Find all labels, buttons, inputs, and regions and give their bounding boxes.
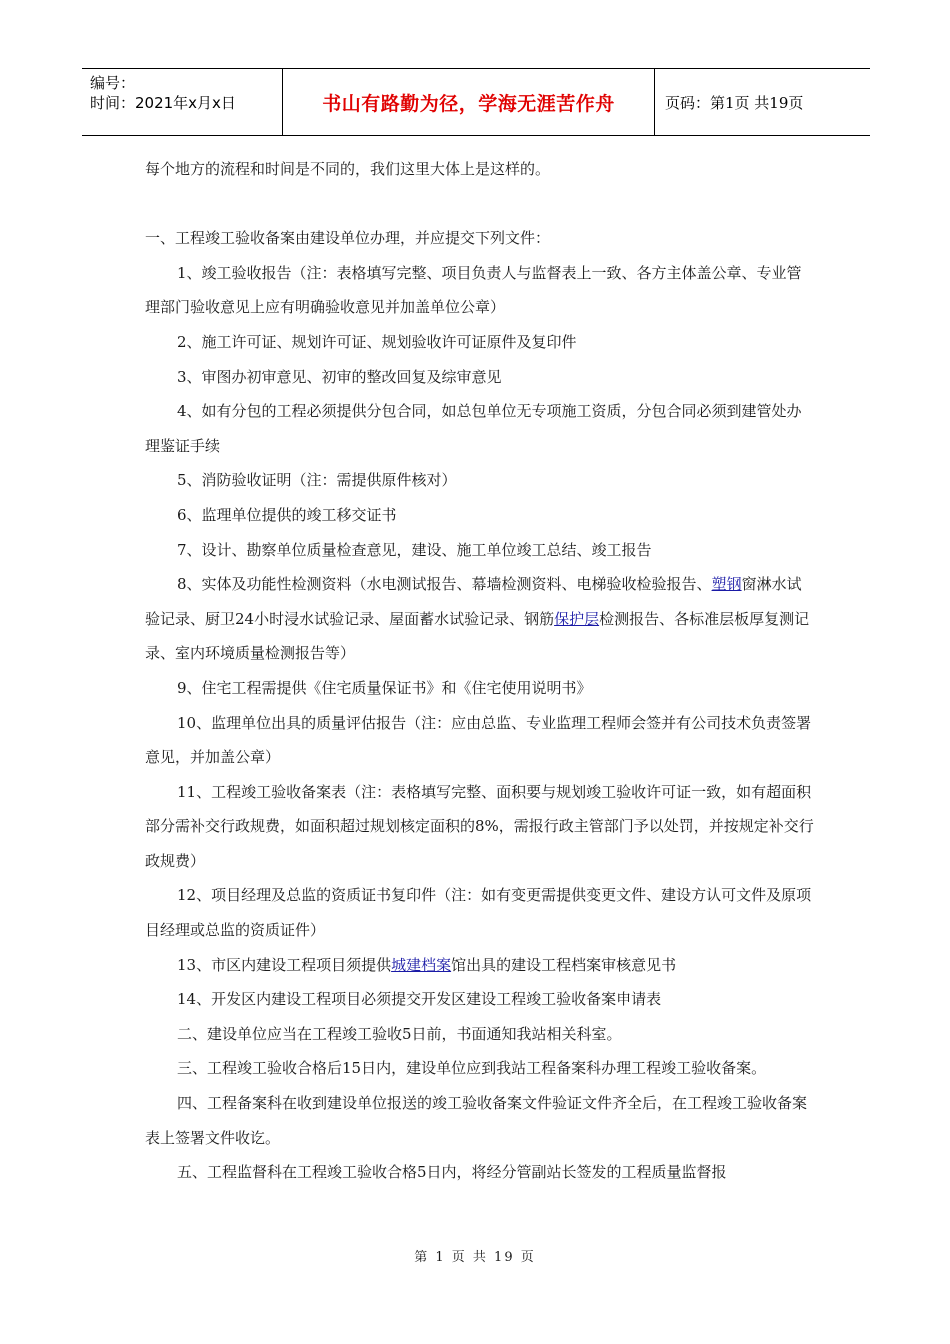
document-header	[82, 68, 870, 136]
item8-text-a: 8、实体及功能性检测资料（水电测试报告、幕墙检测资料、电梯验收检验报告、	[177, 575, 712, 594]
document-body	[145, 152, 815, 1190]
list-item: 10、监理单位出具的质量评估报告（注：应由总监、专业监理工程师会签并有公司技术负责签署意见，并加盖公章）	[145, 713, 812, 767]
section4-paragraph: 四、工程备案科在收到建设单位报送的竣工验收备案文件验证文件齐全后，在工程竣工验收备案表上签署文件收讫。	[145, 1094, 808, 1147]
section2-paragraph: 二、建设单位应当在工程竣工验收5日前，书面通知我站相关科室。	[177, 1024, 622, 1043]
item13-text-a: 13、市区内建设工程项目须提供	[177, 955, 392, 974]
document-number-label: 编号：	[90, 74, 136, 92]
item8-text-b: 窗淋水试验记录、厨卫24小时浸水试验记录、屋面蓄水试验记录、钢筋	[145, 575, 802, 628]
section3-paragraph: 三、工程竣工验收合格后15日内，建设单位应到我站工程备案科办理工程竣工验收备案。	[177, 1059, 767, 1078]
link-urban-archives[interactable]: 城建档案	[391, 955, 452, 974]
list-item: 4、如有分包的工程必须提供分包合同，如总包单位无专项施工资质，分包合同必须到建管处办理鉴证手续	[145, 402, 802, 455]
section1-heading: 一、工程竣工验收备案由建设单位办理，并应提交下列文件：	[145, 229, 551, 248]
list-item: 7、设计、勘察单位质量检查意见，建设、施工单位竣工总结、竣工报告	[177, 540, 652, 559]
list-item: 12、项目经理及总监的资质证书复印件（注：如有变更需提供变更文件、建设方认可文件及原项目经理或总监的资质证件）	[145, 886, 812, 940]
blank-line	[145, 187, 815, 222]
item8-text-c: 检测报告、各标准层板厚复测记录、室内环境质量检测报告等）	[145, 609, 810, 663]
section5-paragraph: 五、工程监督科在工程竣工验收合格5日内，将经分管副站长签发的工程质量监督报	[177, 1163, 727, 1182]
header-meta-cell	[82, 69, 282, 135]
list-item: 5、消防验收证明（注：需提供原件核对）	[177, 471, 457, 490]
document-time-label: 时间：2021年x月x日	[90, 94, 236, 112]
link-plastic-steel[interactable]: 塑钢	[711, 575, 742, 594]
list-item	[145, 948, 815, 983]
link-protective-layer[interactable]: 保护层	[554, 609, 600, 628]
item13-text-b: 馆出具的建设工程档案审核意见书	[451, 955, 677, 974]
list-item: 2、施工许可证、规划许可证、规划验收许可证原件及复印件	[177, 332, 577, 351]
list-item: 9、住宅工程需提供《住宅质量保证书》和《住宅使用说明书》	[177, 678, 592, 697]
list-item: 6、监理单位提供的竣工移交证书	[177, 505, 397, 524]
list-item: 14、开发区内建设工程项目必须提交开发区建设工程竣工验收备案申请表	[177, 990, 662, 1009]
header-motto: 书山有路勤为径，学海无涯苦作舟	[282, 69, 655, 135]
list-item	[145, 567, 815, 671]
header-page-number: 页码：第1页 共19页	[665, 93, 804, 112]
page-footer: 第 1 页 共 19 页	[414, 1250, 536, 1265]
list-item: 1、竣工验收报告（注：表格填写完整、项目负责人与监督表上一致、各方主体盖公章、专业管理部门验收意见上应有明确验收意见并加盖单位公章）	[145, 263, 802, 317]
list-item: 3、审图办初审意见、初审的整改回复及综审意见	[177, 367, 502, 386]
list-item: 11、工程竣工验收备案表（注：表格填写完整、面积要与规划竣工验收许可证一致，如有超面积部分需补交行政规费，如面积超过规划核定面积的8%，需报行政主管部门予以处罚，并按规定补交行政规费）	[145, 782, 814, 870]
intro-paragraph: 每个地方的流程和时间是不同的，我们这里大体上是这样的。	[145, 160, 551, 178]
